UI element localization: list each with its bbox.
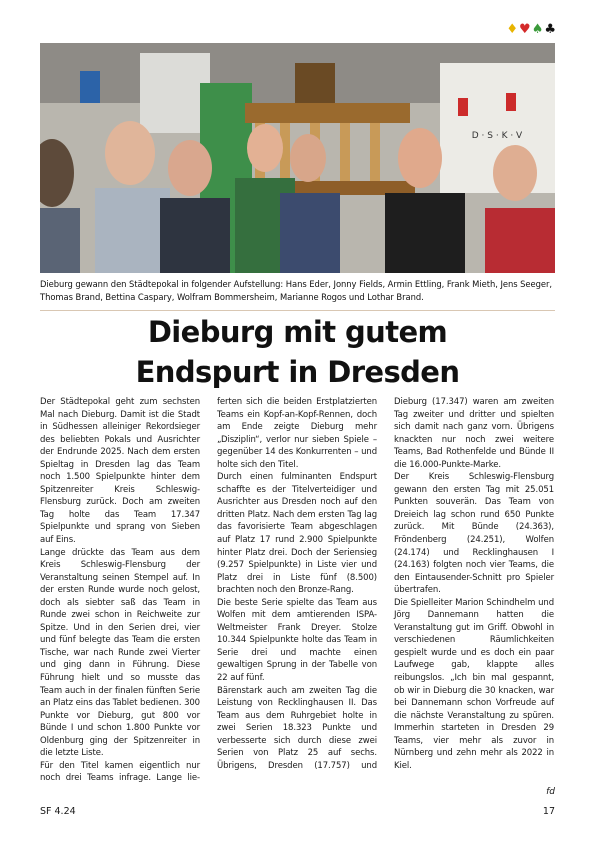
heart-suit-icon: ♥ — [519, 22, 532, 37]
issue-label: SF 4.24 — [40, 806, 76, 817]
club-suit-icon: ♣ — [544, 22, 557, 37]
paragraph: Die Spielleiter Marion Schindhelm und Jörg Dannemann hatten die Veranstaltung gut im Griff. Obwohl in verschiedenen Räumlichkeiten gespielt wurde und es doch ein paar Laufwege gab, klappte alles reibungslos. „Ich bin mal gespannt, ob wir in Dieburg die 30 knacken, war bei Dannemann schon Vorfreude auf die nächste Veranstaltung zu spüren. Immerhin starteten in Dresden 29 Teams, vier mehr als zuvor in Nürnberg und zehn mehr als 2022 in Kiel. — [394, 597, 554, 771]
paragraph: Dieburg (17.347) waren am zweiten Tag zweiter und dritter und spielten sich damit nach ganz vorn. Übrigens knackten nur noch zwei weitere Teams, Bad Rothenfelde und Bünde II die 16.000-Punkte-Marke. — [394, 397, 554, 470]
paragraph: ferten sich die beiden Erstplatzierten Teams ein Kopf-an-Kopf-Rennen, doch am Ende zeigte Dieburg mehr „Disziplin“, verlor nur sieben Spiele – gegenüber 14 des Konkurrenten – und holte sich den Titel. — [217, 397, 377, 470]
caption-divider — [40, 310, 555, 311]
spade-suit-icon: ♠ — [531, 22, 545, 37]
team-photo — [40, 43, 555, 273]
photo-caption: Dieburg gewann den Städtepokal in folgender Aufstellung: Hans Eder, Jonny Fields, Armin Ettling, Frank Mieth, Jens Seeger, Thomas Brand, Bettina Caspary, Wolfram Bommersheim, Marianne Rogos und Lothar Brand. — [40, 279, 552, 302]
author-initials: fd — [546, 787, 555, 797]
diamond-suit-icon: ♦ — [506, 22, 520, 37]
paragraph: Durch einen fulminanten Endspurt schaffte es der Titelverteidiger und Ausrichter aus Dresden noch auf den dritten Platz. Nach dem ersten Tag lag das favorisierte Team abgeschlagen auf Platz 17 rund 2.900 Spielpunkte hinter Platz drei. Doch der Seriensieg (9.257 Spielpunkte) in Liste vier und Platz drei in Liste fünf (8.500) brachten noch den Bronze-Rang. — [217, 472, 377, 596]
banner-text: D · S · K · V — [471, 131, 523, 141]
paragraph: Der Städtepokal geht zum sechsten Mal nach Dieburg. Damit ist die Stadt in Südhessen alleiniger Rekordsieger des beliebten Pokals und Ausrichter der Endrunde 2025. Nach dem ersten Spieltag in Dresden lag das Team noch 1.500 Spielpunkte hinter dem Spitzenreiter Kreis Schleswig-Flensburg zurück. Doch am zweiten Tag holte das Team 17.347 Spielpunkte und sprang von Sieben auf Eins. — [40, 397, 200, 546]
text-column-1 — [40, 396, 200, 785]
text-column-3 — [394, 396, 554, 772]
paragraph: Für den Titel kamen eigentlich nur noch drei Teams infrage. Lange lie- — [40, 760, 200, 784]
text-column-2 — [217, 396, 377, 772]
paragraph: Bärenstark auch am zweiten Tag die Leistung von Recklinghausen II. Das Team aus dem Ruhrgebiet holte in zwei Serien 18.323 Punkte und verbesserte sich durch diese zwei Serien von Platz 25 auf sechs. Übrigens, Dresden (17.757) und — [217, 685, 377, 771]
paragraph: Der Kreis Schleswig-Flensburg gewann den ersten Tag mit 25.051 Punkten souverän. Das Team von Dreieich lag schon rund 650 Punkte zurück. Mit Bünde (24.363), Fröndenberg (24.251), Wolfen (24.174) und Recklinghausen I (24.163) folgten noch vier Teams, die den Eintausender-Schnitt pro Spieler übertrafen. — [394, 472, 554, 596]
paragraph: Die beste Serie spielte das Team aus Wolfen mit dem amtierenden ISPA-Weltmeister Frank Dreyer. Stolze 10.344 Spielpunkte holte das Team in Serie drei und machte einen gewaltigen Sprung in der Tabelle von 22 auf fünf. — [217, 597, 377, 684]
article-headline — [40, 312, 555, 392]
headline-line-2: Endspurt in Dresden — [135, 355, 460, 389]
paragraph: Lange drückte das Team aus dem Kreis Schleswig-Flensburg der Veranstaltung seinen Stempel auf. In der ersten Runde wurde noch gelost, doch als siebter saß das Team in Runde zwei schon in Reichweite zur Spitze. Und in den Serien drei, vier und fünf belegte das Team die ersten Tische, war nach Runde zwei Vierter und ging dann in Führung. Diese Führung hielt und so musste das Team auch in der finalen fünften Serie an Platz eins das Tablet bedienen. 300 Punkte vor Dieburg, gut 800 vor Bünde I und schon 1.800 Punkte vor Oldenburg ging der Spitzenreiter in die letzte Liste. — [40, 547, 200, 759]
card-suit-icons — [506, 22, 557, 37]
page-number: 17 — [542, 806, 555, 817]
headline-line-1: Dieburg mit gutem — [147, 315, 448, 349]
